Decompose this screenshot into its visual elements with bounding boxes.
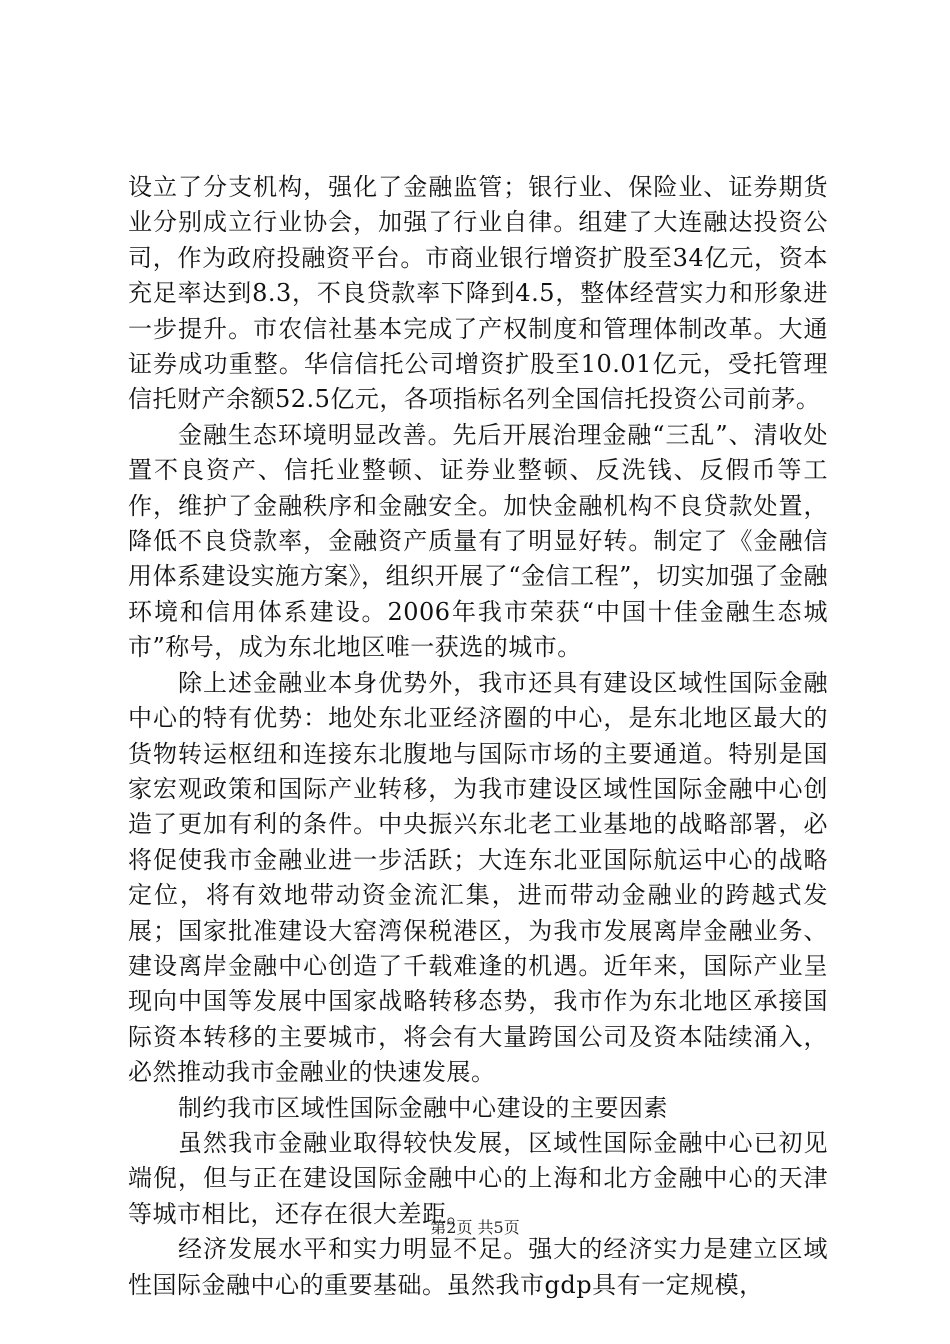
paragraph-financial-ecology: 金融生态环境明显改善。先后开展治理金融“三乱”、清收处置不良资产、信托业整顿、证券业整顿、反洗钱、反假币等工作，维护了金融秩序和金融安全。加快金融机构不良贷款处置，降低不良贷款率，金融资产质量有了明显好转。制定了《金融信用体系建设实施方案》，组织开展了“金信工程”，切实加强了金融环境和信用体系建设。2006年我市荣获“中国十佳金融生态城市”称号，成为东北地区唯一获选的城市。 <box>128 420 828 662</box>
paragraph-continuation: 设立了分支机构，强化了金融监管；银行业、保险业、证券期货业分别成立行业协会，加强了行业自律。组建了大连融达投资公司，作为政府投融资平台。市商业银行增资扩股至34亿元，资本充足率达到8.3，不良贷款率下降到4.5，整体经营实力和形象进一步提升。市农信社基本完成了产权制度和管理体制改革。大通证券成功重整。华信信托公司增资扩股至10.01亿元，受托管理信托财产余额52.5亿元，各项指标名列全国信托投资公司前茅。 <box>128 173 828 414</box>
page-footer: 第2页 共5页 <box>430 1218 520 1237</box>
paragraph-economic-strength: 经济发展水平和实力明显不足。强大的经济实力是建立区域性国际金融中心的重要基础。虽然我市gdp具有一定规模， <box>128 1235 828 1299</box>
section-heading: 制约我市区域性国际金融中心建设的主要因素 <box>178 1093 668 1122</box>
document-body <box>128 170 828 1303</box>
paragraph-unique-advantages: 除上述金融业本身优势外，我市还具有建设区域性国际金融中心的特有优势：地处东北亚经济圈的中心，是东北地区最大的货物转运枢纽和连接东北腹地与国际市场的主要通道。特别是国家宏观政策和国际产业转移，为我市建设区域性国际金融中心创造了更加有利的条件。中央振兴东北老工业基地的战略部署，必将促使我市金融业进一步活跃；大连东北亚国际航运中心的战略定位，将有效地带动资金流汇集，进而带动金融业的跨越式发展；国家批准建设大窑湾保税港区，为我市发展离岸金融业务、建设离岸金融中心创造了千载难逢的机遇。近年来，国际产业呈现向中国等发展中国家战略转移态势，我市作为东北地区承接国际资本转移的主要城市，将会有大量跨国公司及资本陆续涌入，必然推动我市金融业的快速发展。 <box>128 668 828 1087</box>
paragraph-gap-comparison: 虽然我市金融业取得较快发展，区域性国际金融中心已初见端倪，但与正在建设国际金融中心的上海和北方金融中心的天津等城市相比，还存在很大差距。 <box>128 1128 828 1228</box>
